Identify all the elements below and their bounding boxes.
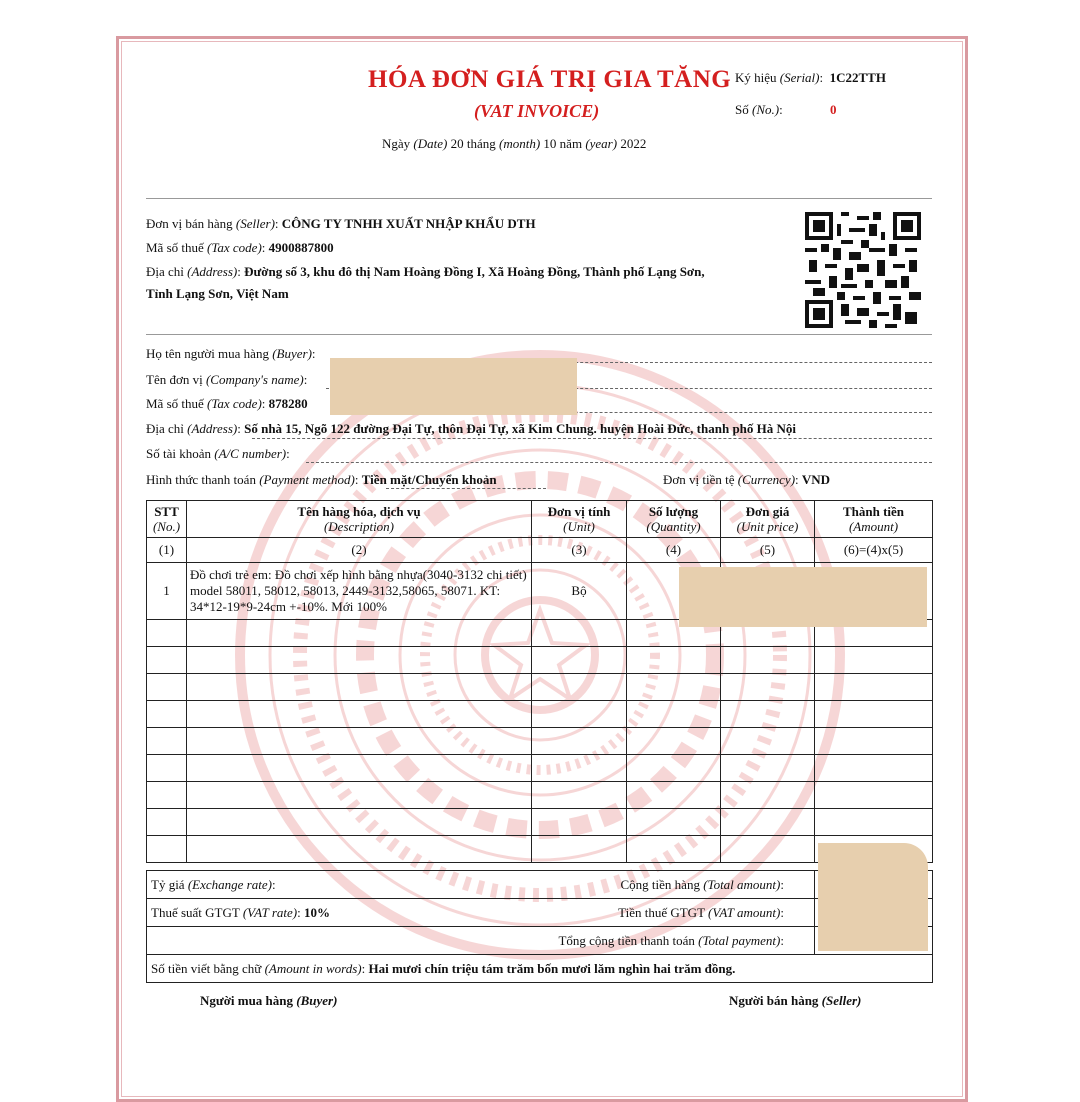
amount-in-words-cell: Số tiền viết bằng chữ (Amount in words): Hai mươi chín triệu tám trăm bốn mươi lăm nghìn hai trăm đồng. — [147, 955, 933, 983]
date-label: Ngày — [382, 136, 411, 151]
col-number: (6)=(4)x(5) — [815, 538, 933, 563]
col-number: (2) — [187, 538, 532, 563]
vat-rate-label: Thuế suất GTGT — [151, 904, 240, 920]
buyer-address-label: Địa chỉ — [146, 421, 184, 436]
seller-name-label-en: (Seller) — [235, 216, 275, 231]
table-row — [147, 728, 933, 755]
total-payment-label-en: (Total payment) — [698, 932, 781, 948]
col-number: (4) — [627, 538, 721, 563]
column-number-row — [147, 538, 933, 563]
seller-tax-label: Mã số thuế — [146, 240, 204, 255]
date-year: 2022 — [620, 136, 647, 151]
col-number: (5) — [721, 538, 815, 563]
words-label-en: (Amount in words) — [264, 960, 362, 976]
year-label-en: (year) — [585, 136, 618, 151]
exchange-label-en: (Exchange rate) — [187, 876, 272, 892]
date-label-en: (Date) — [413, 136, 448, 151]
number-label-en: (No.) — [751, 102, 780, 117]
total-amount-label-en: (Total amount) — [703, 876, 781, 892]
buyer-signature-label: Người mua hàng (Buyer) — [200, 993, 338, 1008]
dotted-line — [252, 438, 932, 439]
redaction-block — [818, 843, 928, 951]
item-unit: Bộ — [532, 563, 627, 620]
summary-cell: Tỷ giá (Exchange rate): Cộng tiền hàng (Total amount): — [147, 871, 815, 899]
date-month: 10 — [543, 136, 557, 151]
vat-rate-label-en: (VAT rate) — [242, 904, 298, 920]
year-label: năm — [559, 136, 583, 151]
buyer-company-label: Tên đơn vị — [146, 372, 203, 387]
date-day: 20 — [450, 136, 464, 151]
redaction-block — [330, 358, 577, 415]
currency-label: Đơn vị tiền tệ — [663, 472, 735, 487]
seller-address-line: Địa chỉ (Address): Đường số 3, khu đô thị Nam Hoàng Đồng I, Xã Hoàng Đồng, Thành phố Lạng Sơn, — [146, 264, 705, 279]
currency-value: VND — [801, 472, 831, 487]
invoice-serial: Ký hiệu (Serial): 1C22TTH — [735, 70, 886, 85]
serial-value: 1C22TTH — [829, 70, 886, 85]
exchange-label: Tỷ giá — [151, 876, 185, 892]
total-payment-label-wrap: Tổng cộng tiền thanh toán (Total payment): — [558, 932, 784, 948]
buyer-tax-code: 878280 — [268, 396, 308, 411]
buyer-account-label-en: (A/C number) — [214, 446, 287, 461]
dotted-line — [386, 488, 546, 489]
col-header-description: Tên hàng hóa, dịch vụ (Description) — [187, 501, 532, 538]
summary-cell — [147, 927, 815, 955]
words-label: Số tiền viết bằng chữ — [151, 960, 262, 976]
seller-signature-label: Người bán hàng (Seller) — [729, 993, 862, 1008]
month-label: tháng — [466, 136, 496, 151]
currency-line: Đơn vị tiền tệ (Currency): VND — [663, 472, 831, 487]
buyer-tax-label: Mã số thuế — [146, 396, 204, 411]
number-label: Số — [735, 102, 749, 117]
serial-label-en: (Serial) — [779, 70, 820, 85]
buyer-tax-label-en: (Tax code) — [207, 396, 262, 411]
summary-row — [147, 871, 933, 899]
payment-method-line: Hình thức thanh toán (Payment method): Tiền mặt/Chuyển khoản — [146, 472, 497, 487]
summary-cell: Thuế suất GTGT (VAT rate): 10% Tiền thuế GTGT (VAT amount): — [147, 899, 815, 927]
payment-label-en: (Payment method) — [259, 472, 355, 487]
total-payment-label: Tổng cộng tiền thanh toán — [558, 932, 695, 948]
seller-tax-label-en: (Tax code) — [207, 240, 262, 255]
buyer-name-label: Họ tên người mua hàng — [146, 346, 269, 361]
seller-address-label-en: (Address) — [187, 264, 238, 279]
col-header-amount: Thành tiền (Amount) — [815, 501, 933, 538]
buyer-address-label-en: (Address) — [187, 421, 238, 436]
seller-address-label: Địa chỉ — [146, 264, 184, 279]
divider — [146, 334, 932, 335]
item-no: 1 — [147, 563, 187, 620]
col-header-unit-price: Đơn giá (Unit price) — [721, 501, 815, 538]
seller-tax-line: Mã số thuế (Tax code): 4900887800 — [146, 240, 334, 255]
buyer-address-line: Địa chỉ (Address): Số nhà 15, Ngõ 122 đường Đại Tự, thôn Đại Tự, xã Kim Chung. huyện Hoài Đức, thanh phố Hà Nội — [146, 421, 797, 436]
summary-table — [146, 870, 933, 983]
summary-row — [147, 899, 933, 927]
summary-row — [147, 955, 933, 983]
buyer-name-label-en: (Buyer) — [272, 346, 312, 361]
currency-label-en: (Currency) — [737, 472, 796, 487]
col-number: (3) — [532, 538, 627, 563]
payment-method: Tiền mặt/Chuyển khoản — [361, 472, 497, 487]
seller-name-line: Đơn vị bán hàng (Seller): CÔNG TY TNHH XUẤT NHẬP KHẨU DTH — [146, 216, 536, 231]
table-row — [147, 647, 933, 674]
seller-address-line2 — [146, 286, 289, 302]
total-amount-label: Cộng tiền hàng — [620, 876, 700, 892]
vat-rate-value: 10% — [303, 904, 330, 920]
divider — [146, 198, 932, 199]
buyer-tax-line: Mã số thuế (Tax code): 878280 — [146, 396, 308, 411]
vat-amount-label: Tiền thuế GTGT — [618, 904, 705, 920]
table-row — [147, 782, 933, 809]
buyer-account-line: Số tài khoản (A/C number): — [146, 446, 290, 461]
total-amount-label-wrap: Cộng tiền hàng (Total amount): — [620, 876, 784, 892]
table-row — [147, 701, 933, 728]
table-row — [147, 755, 933, 782]
dotted-line — [306, 462, 932, 463]
payment-label: Hình thức thanh toán — [146, 472, 256, 487]
table-row — [147, 809, 933, 836]
seller-name: CÔNG TY TNHH XUẤT NHẬP KHẨU DTH — [281, 216, 536, 231]
col-header-quantity: Số lượng (Quantity) — [627, 501, 721, 538]
vat-amount-label-en: (VAT amount) — [708, 904, 781, 920]
serial-label: Ký hiệu — [735, 70, 777, 85]
buyer-company-line: Tên đơn vị (Company's name): — [146, 372, 308, 387]
invoice-title: HÓA ĐƠN GIÁ TRỊ GIA TĂNG — [368, 66, 732, 93]
amount-in-words: Hai mươi chín triệu tám trăm bốn mươi lăm nghìn hai trăm đồng. — [368, 960, 736, 976]
table-row — [147, 674, 933, 701]
buyer-address: Số nhà 15, Ngõ 122 đường Đại Tự, thôn Đại Tự, xã Kim Chung. huyện Hoài Đức, thanh phố Hà Nội — [244, 421, 797, 436]
month-label-en: (month) — [499, 136, 541, 151]
buyer-account-label: Số tài khoản — [146, 446, 211, 461]
seller-address: Đường số 3, khu đô thị Nam Hoàng Đồng I, Xã Hoàng Đồng, Thành phố Lạng Sơn, — [244, 264, 705, 279]
invoice-subtitle: (VAT INVOICE) — [474, 101, 600, 121]
summary-row — [147, 927, 933, 955]
seller-tax-code: 4900887800 — [268, 240, 334, 255]
col-header-no: STT (No.) — [147, 501, 187, 538]
table-row — [147, 836, 933, 863]
invoice-number: Số (No.): 0 — [735, 102, 837, 117]
col-header-unit: Đơn vị tính (Unit) — [532, 501, 627, 538]
invoice-date — [382, 136, 646, 152]
vat-amount-label-wrap: Tiền thuế GTGT (VAT amount): — [618, 904, 784, 920]
seller-name-label: Đơn vị bán hàng — [146, 216, 233, 231]
table-header-row — [147, 501, 933, 538]
number-value: 0 — [829, 102, 837, 117]
col-number: (1) — [147, 538, 187, 563]
item-description: Đồ chơi trẻ em: Đồ chơi xếp hình bằng nhựa(3040-3132 chi tiết) model 58011, 58012, 58013, 2449-3132,58065, 58071. KT: 34*12-19*9-24cm +-10%. Mới 100% — [187, 563, 532, 620]
seller-address-cont: Tỉnh Lạng Sơn, Việt Nam — [146, 286, 289, 301]
redaction-block — [679, 567, 927, 627]
items-table — [146, 500, 933, 863]
buyer-company-label-en: (Company's name) — [205, 372, 304, 387]
buyer-name-line: Họ tên người mua hàng (Buyer): — [146, 346, 316, 361]
qr-code-icon — [804, 212, 922, 328]
